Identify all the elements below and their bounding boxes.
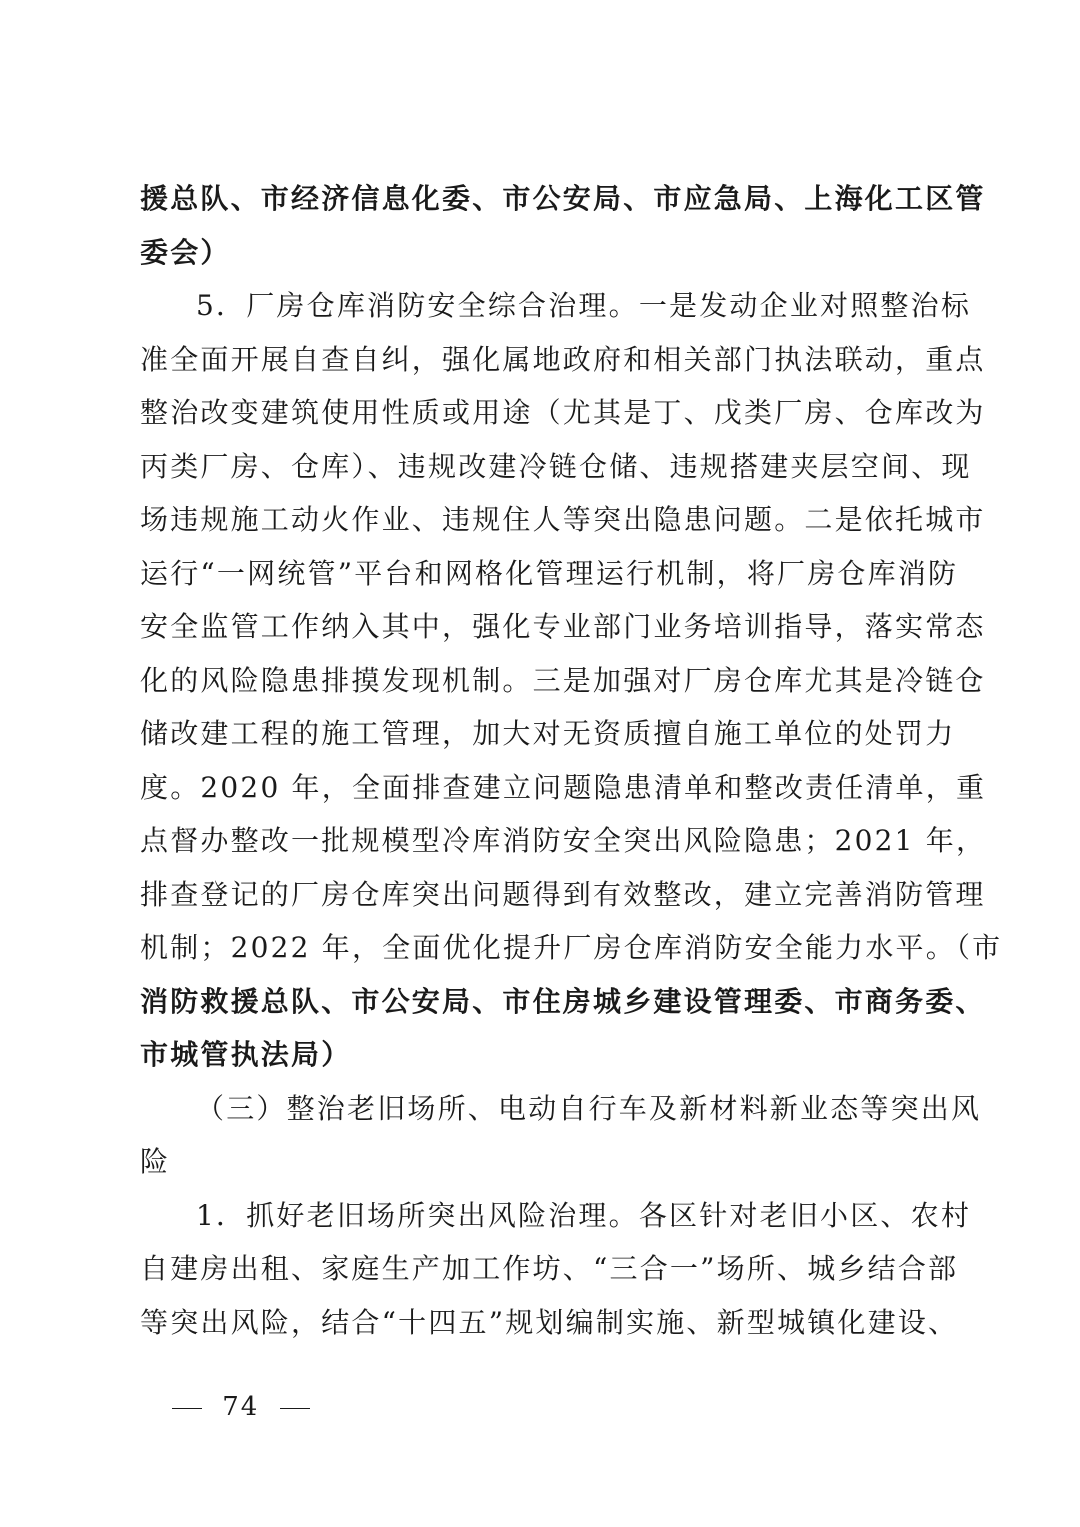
text-line: 点督办整改一批规模型冷库消防安全突出风险隐患；2021 年， bbox=[140, 824, 987, 857]
text-line: 委会） bbox=[140, 235, 231, 269]
page-footer bbox=[162, 1392, 320, 1422]
text-line: 消防救援总队、市公安局、市住房城乡建设管理委、市商务委、 bbox=[140, 984, 986, 1018]
paragraph-responsible-units-2 bbox=[140, 975, 986, 1082]
paragraph-item-1-old-venues bbox=[140, 1189, 972, 1350]
page-number: 74 bbox=[222, 1392, 260, 1422]
text-line: 安全监管工作纳入其中，强化专业部门业务培训指导，落实常态 bbox=[140, 610, 986, 643]
text-line: 援总队、市经济信息化委、市公安局、市应急局、上海化工区管 bbox=[140, 182, 986, 215]
text-line: 机制；2022 年，全面优化提升厂房仓库消防安全能力水平。（市 bbox=[140, 931, 1003, 964]
footer-dash-left bbox=[172, 1408, 202, 1409]
document-body bbox=[140, 172, 1003, 1349]
text-line: （三）整治老旧场所、电动自行车及新材料新业态等突出风 bbox=[196, 1091, 982, 1125]
footer-dash-right bbox=[280, 1408, 310, 1409]
text-line: 度。2020 年，全面排查建立问题隐患清单和整改责任清单，重 bbox=[140, 770, 987, 804]
text-line: 准全面开展自查自纠，强化属地政府和相关部门执法联动，重点 bbox=[140, 342, 986, 376]
text-line: 1．抓好老旧场所突出风险治理。各区针对老旧小区、农村 bbox=[196, 1198, 972, 1232]
text-line: 整治改变建筑使用性质或用途（尤其是丁、戊类厂房、仓库改为 bbox=[140, 396, 986, 429]
text-line: 自建房出租、家庭生产加工作坊、“三合一”场所、城乡结合部 bbox=[140, 1252, 959, 1285]
section-heading-3 bbox=[140, 1082, 982, 1189]
text-line: 运行“一网统管”平台和网格化管理运行机制，将厂房仓库消防 bbox=[140, 556, 959, 590]
text-line: 排查登记的厂房仓库突出问题得到有效整改，建立完善消防管理 bbox=[140, 877, 986, 911]
text-line: 储改建工程的施工管理，加大对无资质擅自施工单位的处罚力 bbox=[140, 717, 956, 750]
text-line: 险 bbox=[140, 1145, 171, 1178]
paragraph-responsible-units-1 bbox=[140, 172, 986, 279]
text-line: 丙类厂房、仓库）、违规改建冷链仓储、违规搭建夹层空间、现 bbox=[140, 449, 972, 483]
text-line: 5．厂房仓库消防安全综合治理。一是发动企业对照整治标 bbox=[196, 289, 972, 322]
text-line: 场违规施工动火作业、违规住人等突出隐患问题。二是依托城市 bbox=[140, 503, 986, 536]
paragraph-item-5-warehouse-safety bbox=[140, 279, 1003, 975]
text-line: 化的风险隐患排摸发现机制。三是加强对厂房仓库尤其是冷链仓 bbox=[140, 663, 986, 697]
text-line: 市城管执法局） bbox=[140, 1038, 352, 1071]
text-line: 等突出风险，结合“十四五”规划编制实施、新型城镇化建设、 bbox=[140, 1305, 959, 1339]
